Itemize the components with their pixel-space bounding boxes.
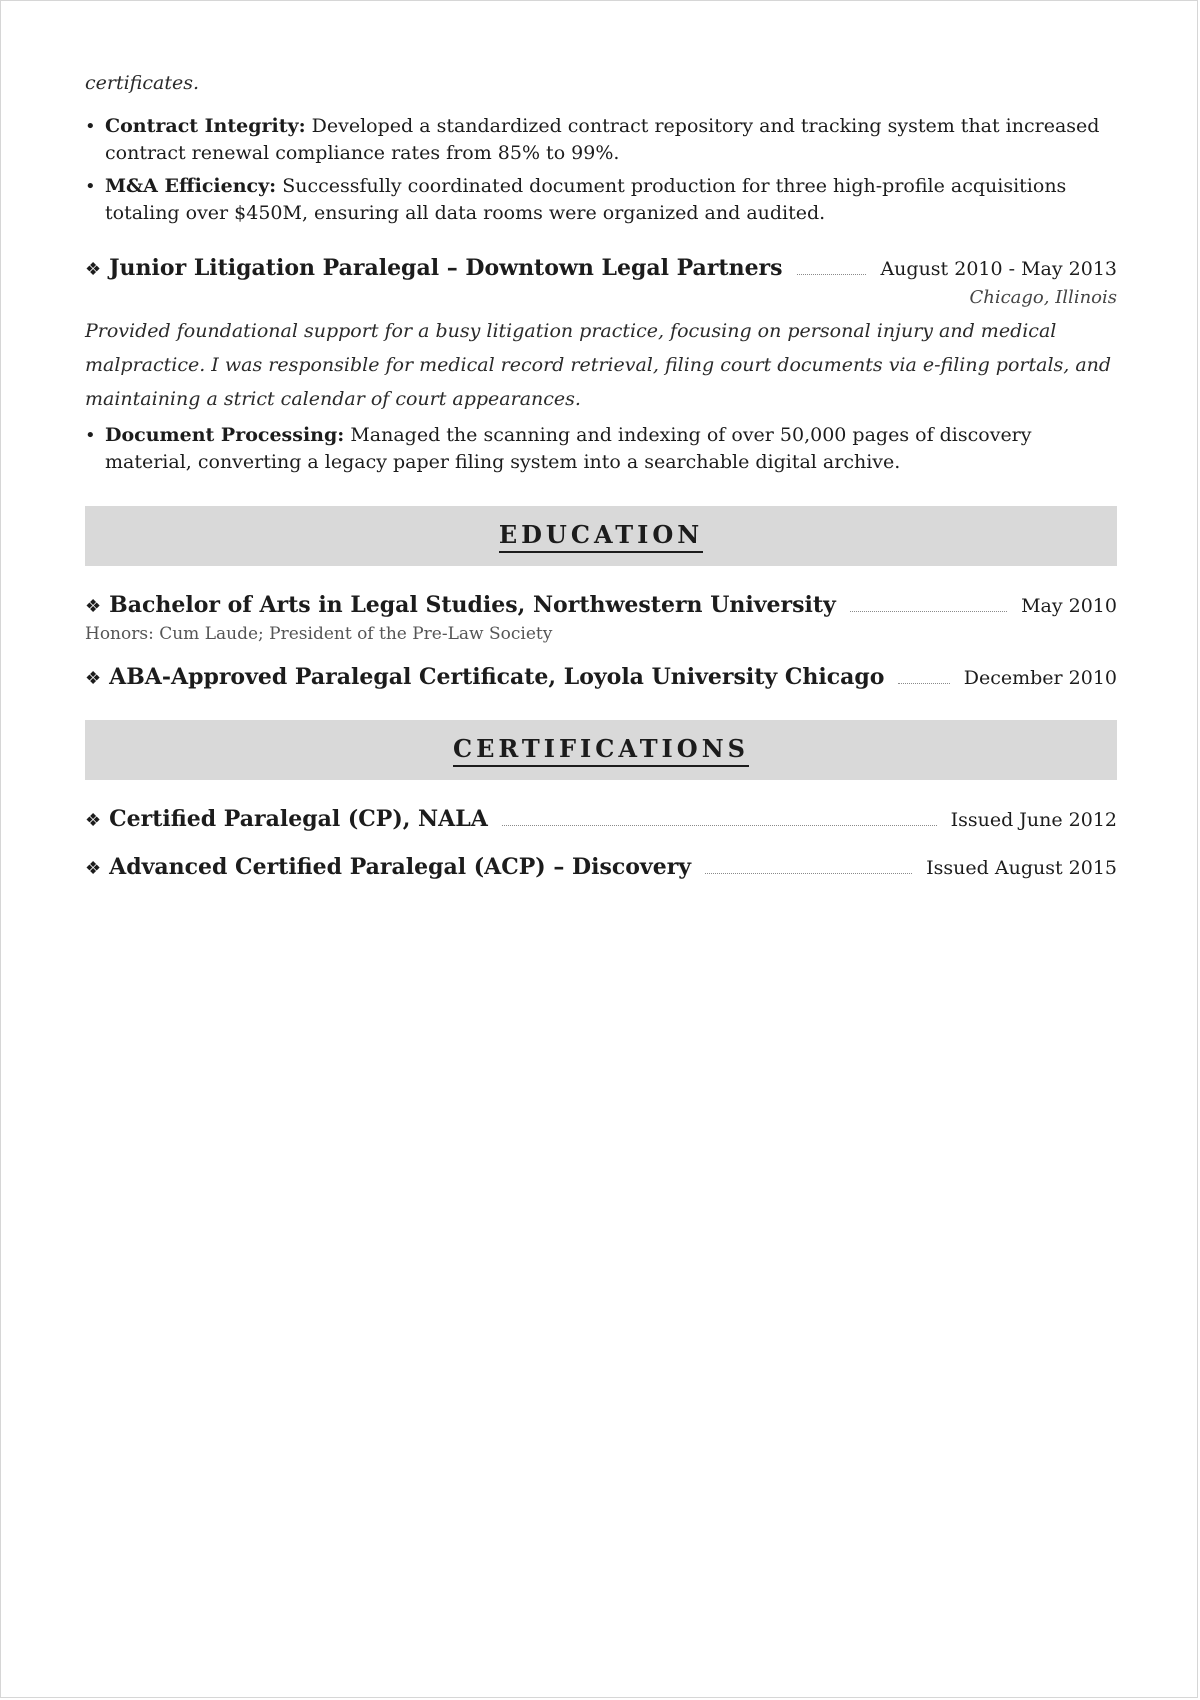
certification-entry [85,806,1117,832]
bullet-item [85,173,1117,227]
dotted-leader [502,824,937,826]
bullet-lead: Document Processing: [105,424,345,446]
bullet-item [85,113,1117,167]
certification-header [85,806,1117,832]
job-dates: August 2010 - May 2013 [880,258,1117,280]
certification-title: Certified Paralegal (CP), NALA [109,806,488,832]
dotted-leader [898,682,949,684]
degree-honors: Honors: Cum Laude; President of the Pre-Law Society [85,624,553,644]
certification-header [85,854,1117,880]
education-entry [85,664,1117,690]
certifications-section-header [85,720,1117,780]
certification-date: Issued June 2012 [950,809,1117,831]
bullet-text: Successfully coordinated document production for three high-profile acquisitions totaling over $450M, ensuring all data rooms were organized and audited. [105,175,1067,224]
job-location: Chicago, Illinois [969,287,1117,308]
dotted-leader [797,273,867,275]
diamond-icon: ❖ [85,259,102,280]
degree-title: Bachelor of Arts in Legal Studies, Northwestern University [109,592,836,618]
diamond-icon: ❖ [85,596,102,617]
section-heading: EDUCATION [499,520,703,553]
degree-date: December 2010 [963,667,1117,689]
bullet-lead: M&A Efficiency: [105,175,277,197]
dotted-leader [705,872,912,874]
certification-entry [85,854,1117,880]
job-entry [85,255,1117,476]
diamond-icon: ❖ [85,858,102,879]
diamond-icon: ❖ [85,668,102,689]
bullet-item [85,422,1117,476]
degree-date: May 2010 [1021,595,1117,617]
dotted-leader [850,610,1007,612]
education-header [85,664,1117,690]
previous-job-bullets [85,113,1117,227]
certification-title: Advanced Certified Paralegal (ACP) – Discovery [109,854,692,880]
job-summary: Provided foundational support for a busy litigation practice, focusing on personal injury and medical malpractice. I was responsible for medical record retrieval, filing court documents via e-filing portals, and maintaining a strict calendar of court appearances. [85,320,1112,410]
previous-job-summary-tail: certificates. [85,72,199,94]
bullet-icon: • [85,425,96,446]
resume-content [85,69,1117,880]
section-heading: CERTIFICATIONS [453,734,749,767]
job-header [85,255,1117,281]
education-entry [85,592,1117,644]
bullet-lead: Contract Integrity: [105,115,306,137]
bullet-icon: • [85,116,96,137]
education-section-header [85,506,1117,566]
bullet-text: Developed a standardized contract repository and tracking system that increased contract renewal compliance rates from 85% to 99%. [105,115,1100,164]
education-header [85,592,1117,618]
job-title: Junior Litigation Paralegal – Downtown Legal Partners [109,255,783,281]
degree-title: ABA-Approved Paralegal Certificate, Loyola University Chicago [109,664,885,690]
bullet-icon: • [85,176,96,197]
diamond-icon: ❖ [85,810,102,831]
bullet-text: Managed the scanning and indexing of over 50,000 pages of discovery material, converting a legacy paper filing system into a searchable digital archive. [105,424,1032,473]
certification-date: Issued August 2015 [926,857,1117,879]
job-bullets [85,422,1117,476]
